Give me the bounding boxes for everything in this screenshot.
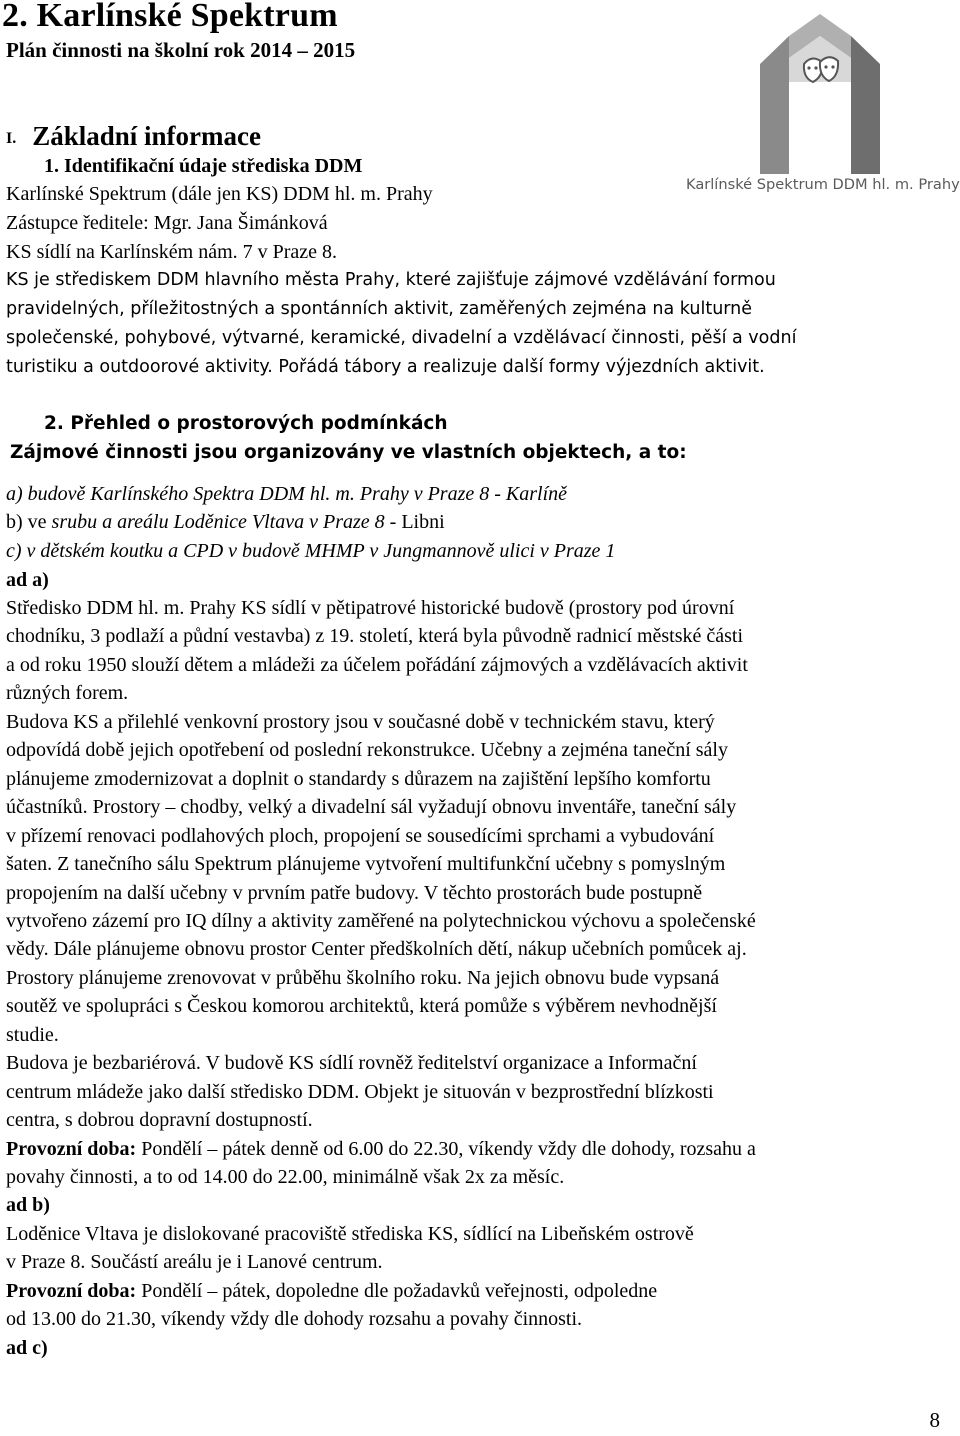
logo-caption: Karlínské Spektrum DDM hl. m. Prahy — [686, 176, 960, 193]
subsection-1-heading: 1. Identifikační údaje střediska DDM — [44, 155, 363, 177]
building-masks-icon — [686, 12, 958, 174]
opening-hours-label: Provozní doba: — [6, 1138, 137, 1160]
opening-hours-label: Provozní doba: — [6, 1280, 137, 1302]
location-item-a: a) budově Karlínského Spektra DDM hl. m. Prahy v Praze 8 - Karlíně — [6, 483, 568, 505]
ad-a-heading: ad a) — [6, 569, 49, 591]
paragraph-line: Prostory plánujeme zrenovovat v průběhu školního roku. Na jejich obnovu bude vypsaná — [6, 966, 720, 989]
info-line: Zástupce ředitele: Mgr. Jana Šimánková — [6, 212, 328, 234]
paragraph-line: studie. — [6, 1023, 59, 1046]
paragraph-line: vytvořeno zázemí pro IQ dílny a aktivity zaměřené na polytechnickou výchovu a společenské — [6, 909, 756, 932]
ad-c-heading: ad c) — [6, 1337, 48, 1359]
section-2-intro: Zájmové činnosti jsou organizovány ve vlastních objektech, a to: — [10, 442, 687, 463]
paragraph-line: Budova je bezbariérová. V budově KS sídlí rovněž ředitelství organizace a Informační — [6, 1052, 697, 1075]
item-b-prefix: b) ve — [6, 511, 52, 533]
opening-hours-b-line2: od 13.00 do 21.30, víkendy vždy dle dohody rozsahu a povahy činnosti. — [6, 1308, 583, 1330]
paragraph-line: společenské, pohybové, výtvarné, keramické, divadelní a vzdělávací činnosti, pěší a vodní — [6, 328, 797, 348]
section-1-title: Základní informace — [32, 121, 261, 151]
item-b-suffix: - Libni — [384, 511, 445, 533]
karlinske-spektrum-logo — [686, 12, 958, 198]
location-item-c: c) v dětském koutku a CPD v budově MHMP v Jungmannově ulici v Praze 1 — [6, 540, 616, 562]
opening-hours-a-line1 — [6, 1138, 756, 1161]
subsection-2-heading — [44, 413, 448, 434]
paragraph-line: v Praze 8. Součástí areálu je i Lanové centrum. — [6, 1251, 383, 1273]
paragraph-line: turistiku a outdoorové aktivity. Pořádá tábory a realizuje další formy výjezdních aktivit. — [6, 357, 765, 377]
opening-hours-a-line2: povahy činnosti, a to od 14.00 do 22.00, minimálně však 2x za měsíc. — [6, 1166, 565, 1188]
section-roman-numeral: I. — [6, 130, 17, 147]
subsection-2-title: Přehled o prostorových podmínkách — [70, 413, 448, 434]
paragraph-line: centra, s dobrou dopravní dostupností. — [6, 1109, 313, 1132]
paragraph-line: Loděnice Vltava je dislokované pracoviště střediska KS, sídlící na Libeňském ostrově — [6, 1223, 694, 1245]
paragraph-line: vědy. Dále plánujeme obnovu prostor Center předškolních dětí, nákup učebních pomůcek aj. — [6, 938, 747, 961]
paragraph-line: soutěž ve spolupráci s Českou komorou architektů, která pomůže s výběrem nevhodnější — [6, 995, 717, 1018]
paragraph-line: propojením na další učebny v prvním patře budovy. V těchto prostorách bude postupně — [6, 881, 703, 904]
section-1-heading — [6, 121, 261, 152]
paragraph-line: a od roku 1950 slouží dětem a mládeži za účelem pořádání zájmových a vzdělávacích aktivit — [6, 653, 748, 676]
ad-b-heading: ad b) — [6, 1194, 50, 1216]
paragraph-line: různých forem. — [6, 682, 129, 705]
item-b-italic: srubu a areálu Loděnice Vltava v Praze 8 — [51, 511, 385, 533]
document-title: 2. Karlínské Spektrum — [2, 0, 338, 34]
paragraph-line: Středisko DDM hl. m. Prahy KS sídlí v pětipatrové historické budově (prostory pod úrovní — [6, 597, 735, 619]
paragraph-line: KS je střediskem DDM hlavního města Prahy, které zajišťuje zájmové vzdělávání formou — [6, 270, 776, 290]
page-number: 8 — [929, 1408, 940, 1432]
paragraph-line: odpovídá době jejich opotřebení od poslední rekonstrukce. Učebny a zejména taneční sály — [6, 739, 728, 762]
paragraph-line: plánujeme zmodernizovat a doplnit o standardy s důrazem na zajištění lepšího komfortu — [6, 767, 711, 790]
document-subtitle: Plán činnosti na školní rok 2014 – 2015 — [6, 38, 356, 62]
paragraph-line: v přízemí renovaci podlahových ploch, propojení se sousedícími sprchami a vybudování — [6, 824, 715, 847]
paragraph-line: centrum mládeže jako další středisko DDM. Objekt je situován v bezprostřední blízkosti — [6, 1080, 714, 1103]
paragraph-line: šaten. Z tanečního sálu Spektrum plánujeme vytvoření multifunkční učebny s pomyslným — [6, 853, 726, 876]
paragraph-line: chodníku, 3 podlaží a půdní vestavba) z 19. století, která byla původně radnicí městské části — [6, 625, 744, 648]
info-line: Karlínské Spektrum (dále jen KS) DDM hl. m. Prahy — [6, 183, 433, 205]
subsection-2-number: 2. — [44, 413, 64, 434]
opening-hours-b-line1 — [6, 1280, 657, 1303]
info-line: KS sídlí na Karlínském nám. 7 v Praze 8. — [6, 241, 338, 263]
paragraph-line: pravidelných, příležitostných a spontánních aktivit, zaměřených zejména na kulturně — [6, 299, 753, 319]
opening-hours-a-text: Pondělí – pátek denně od 6.00 do 22.30, víkendy vždy dle dohody, rozsahu a — [136, 1138, 756, 1160]
paragraph-line: účastníků. Prostory – chodby, velký a divadelní sál vyžadují obnovu inventáře, taneční sály — [6, 796, 737, 819]
paragraph-line: Budova KS a přilehlé venkovní prostory jsou v současné době v technickém stavu, který — [6, 710, 715, 733]
location-item-b — [6, 511, 445, 534]
opening-hours-b-text: Pondělí – pátek, dopoledne dle požadavků veřejnosti, odpoledne — [136, 1280, 658, 1302]
